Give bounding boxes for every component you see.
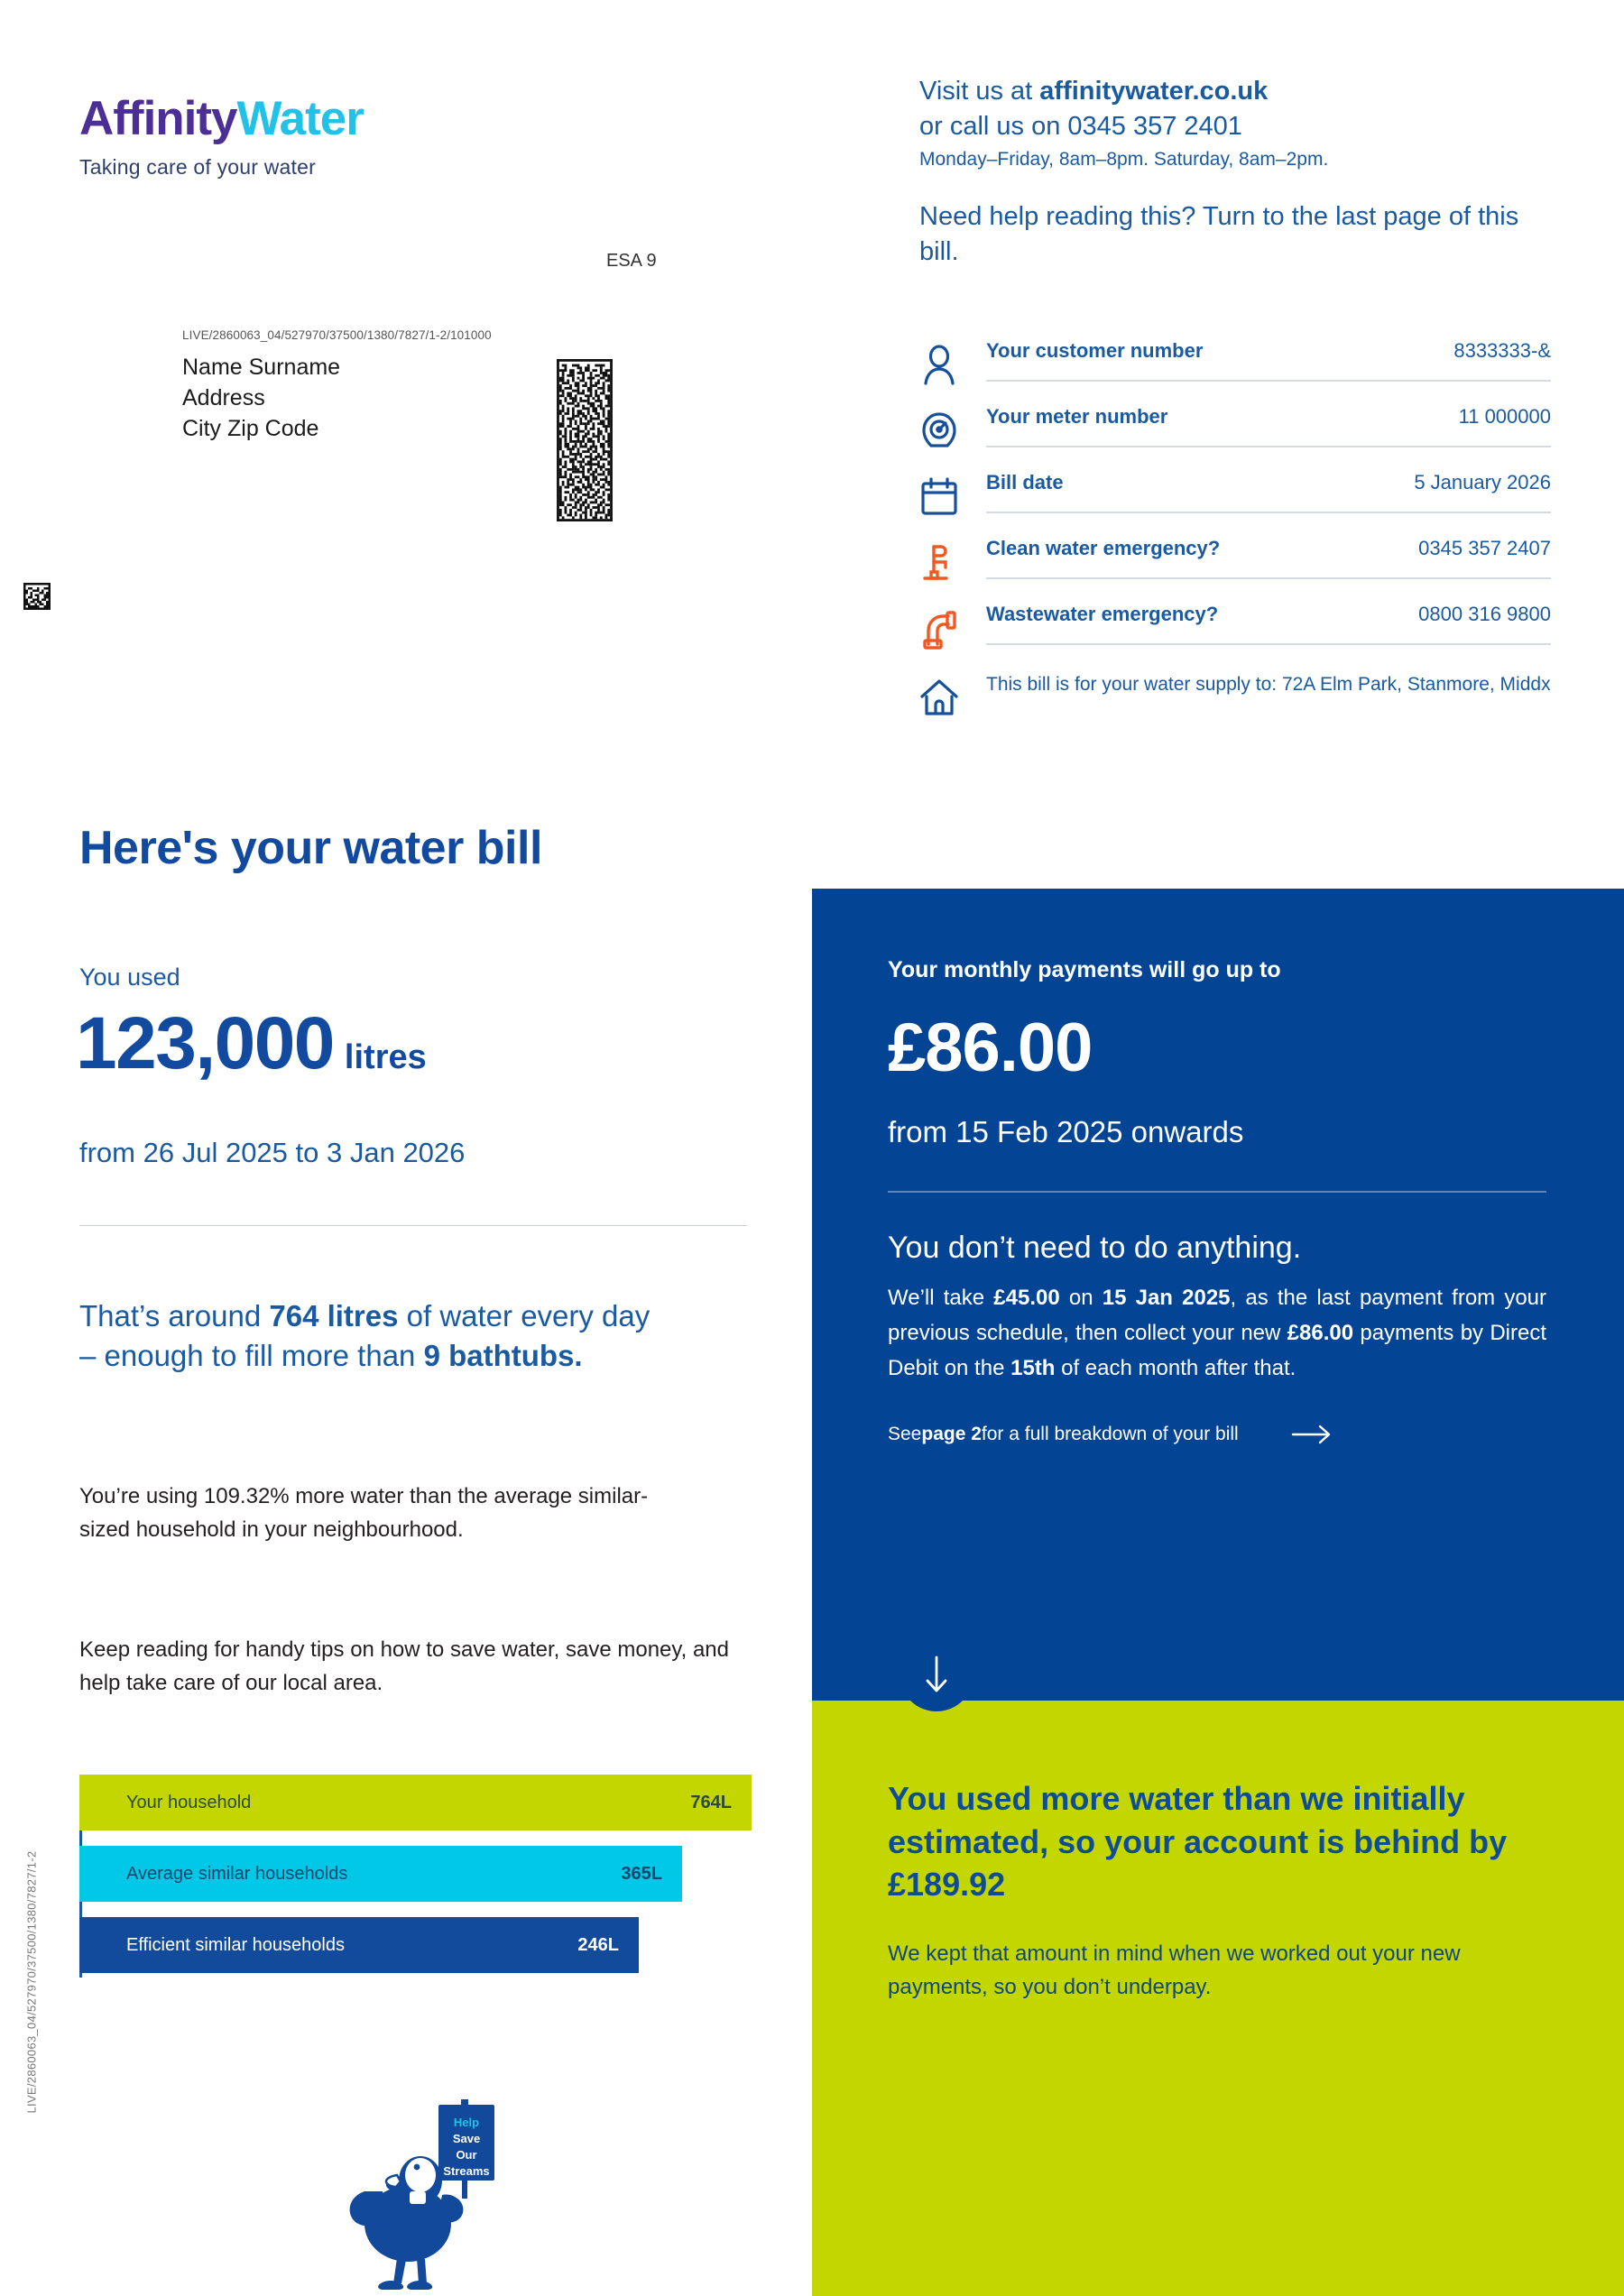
- balance-body: We kept that amount in mind when we worked out your new payments, so you don’t underpay.: [888, 1941, 1461, 1999]
- esa-code: ESA 9: [606, 251, 657, 271]
- see-prefix: See: [888, 1424, 922, 1445]
- help-line: Need help reading this? Turn to the last page of this bill.: [919, 202, 1519, 266]
- chart-bar-label: Average similar households: [126, 1863, 348, 1884]
- body-part-5: of each month after that.: [1055, 1356, 1296, 1381]
- body-date: 15 Jan 2025: [1102, 1286, 1231, 1310]
- call-line: or call us on 0345 357 2401: [919, 111, 1242, 141]
- body-amount-2: £86.00: [1287, 1321, 1354, 1346]
- recipient-line1: Address: [182, 385, 265, 410]
- contact-header: [919, 74, 1551, 269]
- website-link[interactable]: affinitywater.co.uk: [1039, 77, 1269, 106]
- arrow-down-icon: [900, 1637, 973, 1711]
- body-part-2: on: [1059, 1286, 1103, 1310]
- daily-usage-statement: [79, 1296, 657, 1376]
- visit-prefix: Visit us at: [919, 77, 1040, 106]
- page-title: Here's your water bill: [79, 822, 542, 874]
- info-label: Bill date: [986, 471, 1064, 493]
- chart-bar-value: 764L: [690, 1792, 732, 1812]
- payment-kicker: Your monthly payments will go up to: [888, 957, 1281, 982]
- usage-figure: [76, 1001, 427, 1086]
- info-row-clean-water-emergency: [919, 537, 1551, 584]
- sign-line-1: Help: [453, 2116, 480, 2129]
- usage-comparison-chart: [79, 1775, 765, 1973]
- datamatrix-barcode-small: [23, 582, 51, 611]
- tips-paragraph: Keep reading for handy tips on how to save water, save money, and help take care of our local area.: [79, 1637, 729, 1696]
- chart-bar-label: Your household: [126, 1792, 252, 1812]
- around-litres: 764 litres: [269, 1299, 399, 1332]
- around-bathtubs: 9 bathtubs.: [423, 1338, 583, 1372]
- body-part-4: payments by Direct Debit on the: [888, 1321, 1547, 1381]
- datamatrix-barcode: [557, 359, 613, 521]
- info-row-wastewater-emergency: [919, 603, 1551, 650]
- body-part-3: , as the last payment from your previous schedule, then collect your new: [888, 1286, 1547, 1346]
- payment-amount: £86.00: [888, 1010, 1093, 1086]
- chart-bar: [79, 1775, 752, 1830]
- logo-affinity-text: Affinity: [79, 92, 237, 145]
- payment-body: [888, 1280, 1546, 1386]
- info-value: 0345 357 2407: [1418, 537, 1551, 559]
- visit-line: [919, 74, 1551, 109]
- calendar-icon: [919, 471, 986, 518]
- logo-tagline: Taking care of your water: [79, 155, 316, 179]
- info-row-bill-date: [919, 471, 1551, 518]
- chart-bar-value: 246L: [577, 1934, 619, 1955]
- tap-icon: [919, 537, 986, 584]
- reference-code: LIVE/2860063_04/527970/37500/1380/7827/1-2/101000: [182, 328, 492, 342]
- section-divider: [79, 1225, 747, 1226]
- usage-number: 123,000: [76, 1002, 334, 1084]
- sign-line-2: Save: [452, 2132, 481, 2145]
- around-mid: of water every day – enough to fill more than: [79, 1299, 651, 1372]
- body-amount-1: £45.00: [993, 1286, 1060, 1310]
- pipe-icon: [919, 603, 986, 650]
- person-icon: [919, 339, 986, 386]
- payment-panel: [812, 889, 1624, 1701]
- info-value: 0800 316 9800: [1418, 603, 1551, 625]
- balance-heading: You used more water than we initially estimated, so your account is behind by £189.92: [888, 1780, 1508, 1904]
- info-row-customer-number: [919, 339, 1551, 386]
- balance-panel: [812, 1701, 1624, 2296]
- payment-from-date: from 15 Feb 2025 onwards: [888, 1115, 1244, 1148]
- info-row-supply-address: [919, 671, 1551, 718]
- recipient-line2: City Zip Code: [182, 416, 319, 441]
- info-value: 5 January 2026: [1414, 471, 1551, 493]
- vertical-reference-code: LIVE/2860063_04/527970/37500/1380/7827/1-2: [24, 1850, 39, 2114]
- sign-line-4: Streams: [443, 2164, 490, 2178]
- body-day: 15th: [1010, 1356, 1056, 1381]
- logo-water-text: Water: [236, 92, 364, 145]
- comparison-paragraph: You’re using 109.32% more water than the average similar-sized household in your neighbourhood.: [79, 1484, 649, 1543]
- payment-heading: You don’t need to do anything.: [888, 1231, 1302, 1265]
- recipient-address: [182, 352, 340, 444]
- info-value: 11 000000: [1458, 405, 1551, 428]
- duck-mascot-icon: [343, 2098, 505, 2291]
- info-value: 8333333-&: [1453, 339, 1551, 362]
- see-page-number: page 2: [921, 1424, 982, 1445]
- sign-line-3: Our: [456, 2148, 477, 2162]
- chart-bar-label: Efficient similar households: [126, 1934, 345, 1955]
- body-part-1: We’ll take: [888, 1286, 994, 1310]
- around-pre: That’s around: [79, 1299, 270, 1332]
- info-row-meter-number: [919, 405, 1551, 452]
- meter-icon: [919, 405, 986, 452]
- see-suffix: for a full breakdown of your bill: [981, 1424, 1239, 1445]
- arrow-right-icon: [1291, 1424, 1333, 1445]
- usage-unit: litres: [344, 1038, 427, 1076]
- chart-bar-value: 365L: [621, 1863, 662, 1884]
- recipient-name: Name Surname: [182, 355, 341, 380]
- see-page-link[interactable]: [888, 1424, 1546, 1445]
- you-used-label: You used: [79, 964, 180, 991]
- chart-bar: [79, 1917, 639, 1973]
- logo-wordmark: [79, 92, 364, 145]
- info-label: Wastewater emergency?: [986, 603, 1219, 625]
- usage-period: from 26 Jul 2025 to 3 Jan 2026: [79, 1137, 466, 1168]
- supply-address-text: This bill is for your water supply to: 72A Elm Park, Stanmore, Middx: [986, 674, 1551, 695]
- opening-hours: Monday–Friday, 8am–8pm. Saturday, 8am–2pm.: [919, 149, 1329, 171]
- info-label: Your customer number: [986, 339, 1204, 362]
- info-label: Clean water emergency?: [986, 537, 1221, 559]
- house-icon: [919, 671, 986, 718]
- account-info-list: [919, 339, 1551, 718]
- brand-logo: [79, 92, 364, 180]
- panel-divider: [888, 1191, 1546, 1193]
- chart-bar: [79, 1846, 682, 1902]
- info-label: Your meter number: [986, 405, 1168, 428]
